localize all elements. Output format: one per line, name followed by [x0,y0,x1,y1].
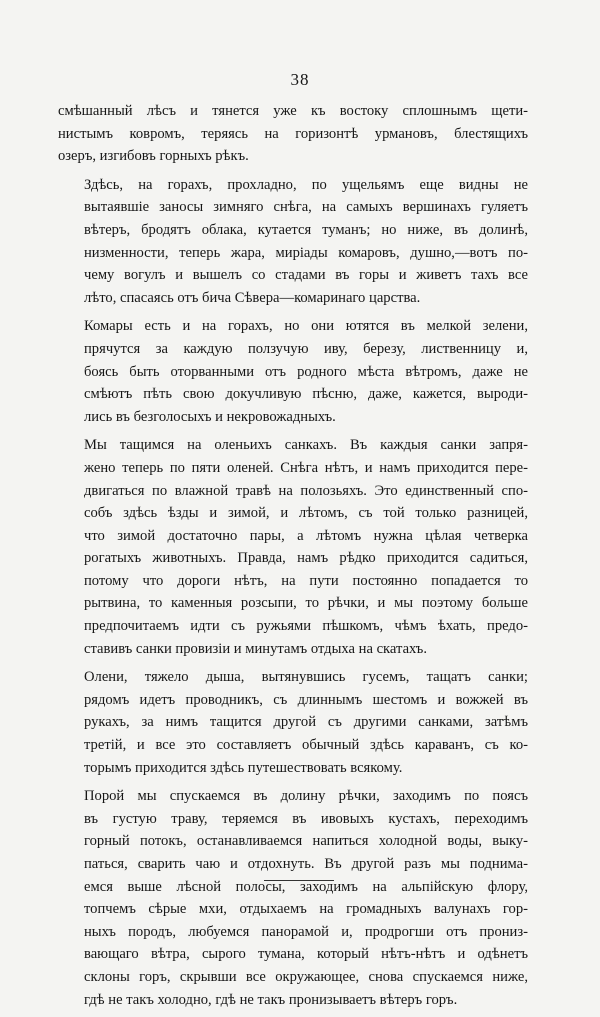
text-line: рогатыхъ животныхъ. Правда, намъ рѣдко приходится садиться, [84,550,528,567]
text-line: Порой мы спускаемся въ долину рѣчки, заходимъ по поясъ [84,788,528,805]
text-line: склоны горъ, скрывши все окружающее, снова спускаемся ниже, [84,968,528,985]
paragraph [58,785,528,1011]
text-line: Здѣсь, на горахъ, прохладно, по ущельямъ еще видны не [84,176,528,193]
paragraph [58,315,528,428]
text-line: лись въ безголосыхъ и некровожадныхъ. [84,408,336,425]
text-line: Олени, тяжело дыша, вытянувшись гусемъ, тащатъ санки; [84,669,528,686]
text-line: емся выше лѣсной полосы, заходимъ на альпійскую флору, [84,878,528,895]
page-number: 38 [290,70,310,89]
text-line: нистымъ ковромъ, теряясь на горизонтѣ урмановъ, блестящихъ [58,125,528,142]
paragraph [58,174,528,310]
text-line: вѣтеръ, бродятъ облака, кутается туманъ; но ниже, въ долинѣ, [84,221,528,238]
text-line: низменности, теперь жара, миріады комаровъ, душно,—вотъ по- [84,244,528,261]
text-line: жено теперь по пяти оленей. Снѣга нѣтъ, и намъ приходится пере- [84,459,528,476]
text-line: прячутся за каждую ползучую иву, березу, лиственницу и, [84,340,528,357]
text-line: ставивъ санки провизіи и минутамъ отдыха на скатахъ. [84,640,427,657]
text-line: двигаться по влажной травѣ на полозьяхъ. Это единственный спо- [84,482,528,499]
text-line: Мы тащимся на оленьихъ санкахъ. Въ каждыя санки запря- [84,437,528,454]
text-line: рукахъ, за нимъ тащится другой съ другими санками, затѣмъ [84,714,528,731]
text-line: гдѣ не такъ холодно, гдѣ не такъ пронизываетъ вѣтеръ горъ. [84,991,458,1008]
text-line: вающаго вѣтра, сырого тумана, который нѣтъ-нѣтъ и одѣнетъ [84,946,528,963]
text-line: что зимой достаточно пары, а лѣтомъ нужна цѣлая четверка [84,527,528,544]
paragraph [58,100,528,168]
text-line: предпочитаемъ идти съ ружьями пѣшкомъ, чѣмъ ѣхать, предо- [84,618,528,635]
text-line: рытвина, то каменныя розсыпи, то рѣчки, и мы поэтому больше [84,595,528,612]
text-line: смѣютъ пѣть свою докучливую пѣсню, даже, кажется, выроди- [84,386,528,403]
paragraph [58,434,528,660]
text-line: собъ здѣсь ѣзды и зимой, и лѣтомъ, съ той только разницей, [84,505,528,522]
text-line: Комары есть и на горахъ, но они ютятся въ мелкой зелени, [84,318,528,335]
text-line: лѣто, спасаясь отъ бича Сѣвера—комаринаго царства. [84,289,421,306]
text-line: вытаявшіе заносы зимняго снѣга, на самыхъ вершинахъ гуляетъ [84,199,528,216]
text-line: боясь быть оторванными отъ родного мѣста вѣтромъ, даже не [84,363,528,380]
text-line: смѣшанный лѣсъ и тянется уже къ востоку сплошнымъ щети- [58,103,528,119]
text-line: въ густую траву, теряемся въ ивовыхъ кустахъ, переходимъ [84,810,528,827]
text-line: чему вогулъ и вышелъ со стадами въ горы и живетъ тахъ все [84,267,528,284]
text-line: торымъ приходится здѣсь путешествовать всякому. [84,759,403,776]
paragraph [58,666,528,779]
text-line: озеръ, изгибовъ горныхъ рѣкъ. [58,148,249,165]
text-line: третій, и все это составляетъ обычный здѣсь караванъ, съ ко- [84,737,528,754]
text-line: потому что дороги нѣтъ, на пути постоянно попадается то [84,572,528,589]
text-line: топчемъ сѣрые мхи, отдыхаемъ на громадныхъ валунахъ гор- [84,901,528,918]
end-rule [264,880,334,881]
text-line: рядомъ идетъ проводникъ, съ длиннымъ шестомъ и вожжей въ [84,691,528,708]
text-line: ныхъ породъ, любуемся панорамой и, продрогши отъ прониз- [84,923,528,940]
text-line: горный потокъ, останавливаемся напиться холодной воды, выку- [84,833,528,850]
text-line: паться, сварить чаю и отдохнуть. Въ другой разъ мы поднима- [84,856,528,872]
